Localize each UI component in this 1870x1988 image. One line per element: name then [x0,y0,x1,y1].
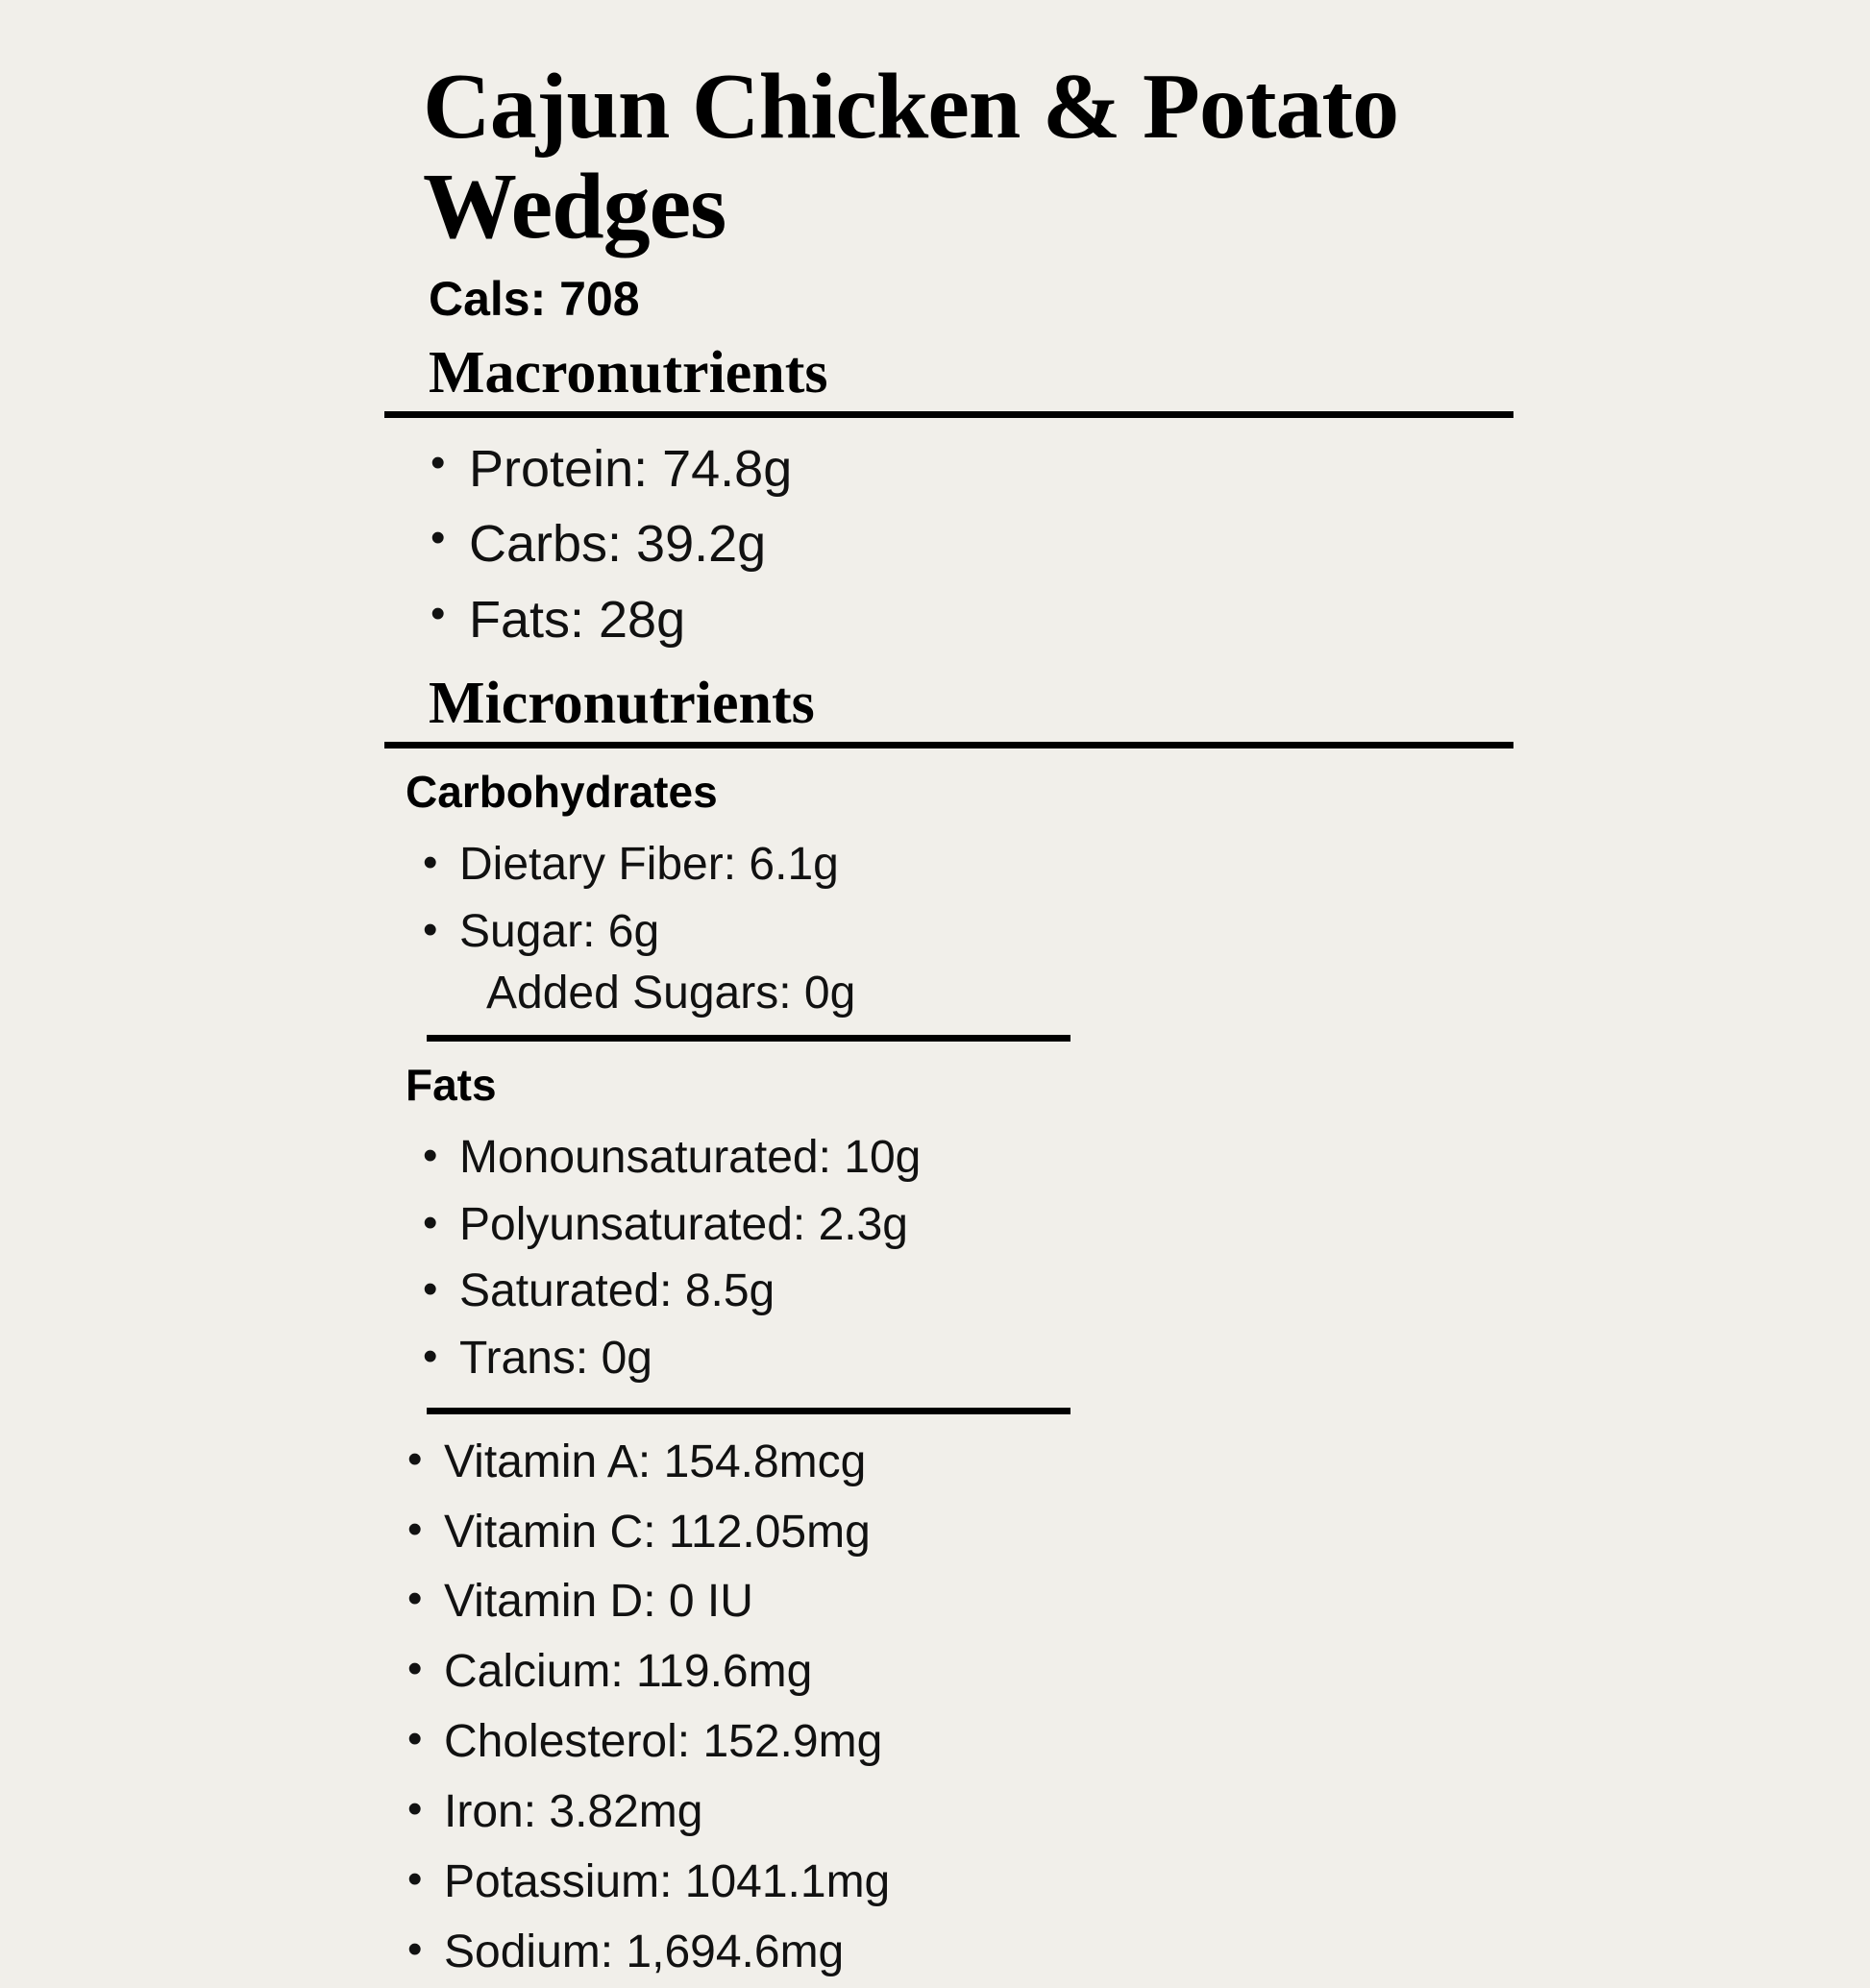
list-item: • Dietary Fiber: 6.1g [384,831,1538,898]
vitamins-minerals-list [384,1428,1538,1988]
list-item: • Cholesterol: 152.9mg [384,1707,1538,1778]
list-item: • Potassium: 1041.1mg [384,1848,1538,1918]
page-title: Cajun Chicken & Potato Wedges [423,55,1399,258]
carbohydrates-divider [427,1035,1070,1042]
list-item: • Trans: 0g [384,1325,1538,1392]
micronutrients-heading: Micronutrients [429,670,815,736]
list-item: • Iron: 3.82mg [384,1778,1538,1848]
list-item: • Polyunsaturated: 2.3g [384,1191,1538,1259]
micronutrients-section [384,671,1538,1988]
list-item: • Monounsaturated: 10g [384,1124,1538,1191]
card-content [384,55,1538,1988]
macronutrients-heading: Macronutrients [429,339,828,405]
macronutrients-list [384,431,1538,657]
macronutrients-divider [384,411,1513,418]
list-item: • Vitamin C: 112.05mg [384,1498,1538,1568]
carbohydrates-list [384,831,1538,965]
list-item: • Fats: 28g [384,582,1538,657]
added-sugars-note: Added Sugars: 0g [486,968,856,1019]
list-item: • Sodium: 1,694.6mg [384,1918,1538,1988]
list-item: • Vitamin D: 0 IU [384,1567,1538,1637]
fats-subheading: Fats [406,1060,497,1111]
list-item: • Saturated: 8.5g [384,1258,1538,1325]
list-item: • Protein: 74.8g [384,431,1538,506]
list-item: • Carbs: 39.2g [384,506,1538,581]
carbohydrates-subheading: Carbohydrates [406,767,718,818]
fats-list [384,1124,1538,1391]
micronutrients-divider [384,742,1513,749]
list-item: • Calcium: 119.6mg [384,1637,1538,1707]
list-item: • Vitamin A: 154.8mcg [384,1428,1538,1498]
fats-divider [427,1408,1070,1414]
macronutrients-section [384,340,1538,657]
list-item: • Sugar: 6g [384,898,1538,966]
calories-label: Cals: 708 [429,271,640,326]
